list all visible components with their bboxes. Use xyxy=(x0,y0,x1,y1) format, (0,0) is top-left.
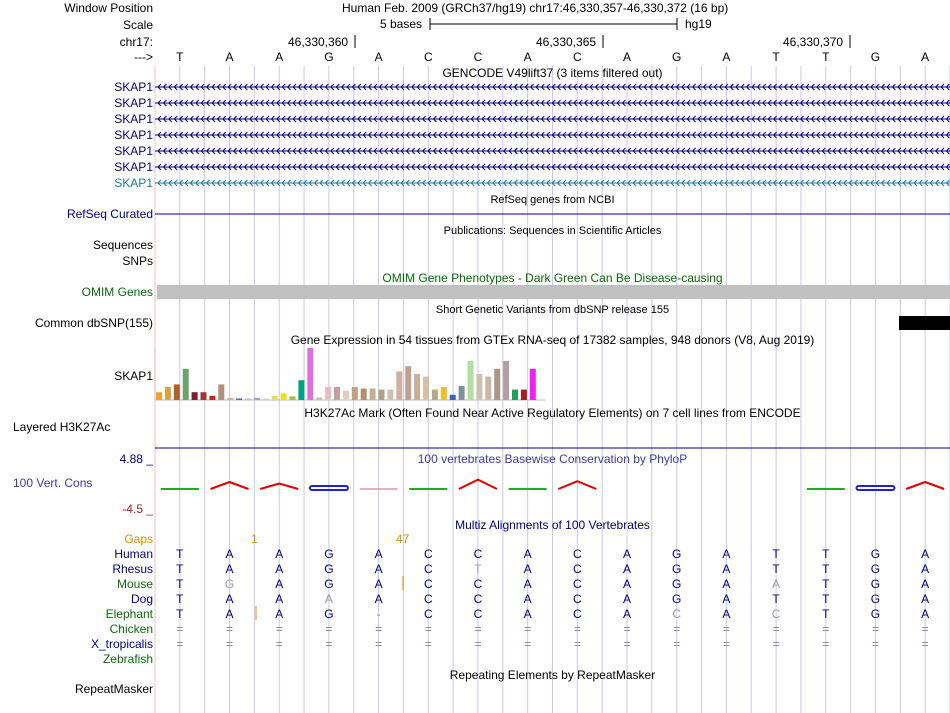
alignment-base: A xyxy=(623,577,632,591)
sequence-base: T xyxy=(176,50,184,64)
alignment-base: A xyxy=(225,607,234,621)
sequence-base: A xyxy=(722,50,731,64)
h3k27ac-label[interactable]: Layered H3K27Ac xyxy=(13,420,111,434)
alignment-base: A xyxy=(275,607,284,621)
scale-text: 5 bases xyxy=(380,17,423,31)
alignment-base: C xyxy=(423,547,433,561)
phylop-max: 4.88 _ xyxy=(119,452,153,466)
gtex-bar xyxy=(316,397,322,400)
alignment-base: = xyxy=(176,637,184,651)
alignment-base: A xyxy=(722,547,731,561)
alignment-base: G xyxy=(672,577,682,591)
gtex-bar xyxy=(281,393,287,400)
gtex-bar xyxy=(272,396,278,400)
gtex-bar xyxy=(343,391,349,400)
alignment-base: = xyxy=(375,637,383,651)
alignment-base: C xyxy=(473,577,483,591)
alignment-base: A xyxy=(921,547,930,561)
alignment-base: = xyxy=(275,622,283,636)
alignment-base: = xyxy=(424,637,432,651)
alignment-base: = xyxy=(474,622,482,636)
gtex-bar xyxy=(254,398,260,400)
species-label[interactable]: Chicken xyxy=(109,622,153,636)
gtex-bar xyxy=(298,380,304,400)
scale-label: Scale xyxy=(122,18,153,32)
sequence-base: T xyxy=(772,50,780,64)
sequence-base: C xyxy=(473,50,483,64)
alignment-base: = xyxy=(772,622,780,636)
alignment-base: A xyxy=(772,577,781,591)
gtex-bar xyxy=(325,387,331,400)
gtex-bar xyxy=(352,387,358,400)
h3k27ac-title[interactable]: H3K27Ac Mark (Often Found Near Active Regulatory Elements) on 7 cell lines from ENCODE xyxy=(304,406,801,420)
gtex-bar xyxy=(387,390,393,400)
alignment-base: = xyxy=(673,637,681,651)
alignment-base: C xyxy=(473,607,483,621)
gtex-title[interactable]: Gene Expression in 54 tissues from GTEx RNA-seq of 17382 samples, 948 donors (V8, Aug 2019) xyxy=(290,333,815,347)
alignment-base: G xyxy=(672,547,682,561)
repeatmasker-label[interactable]: RepeatMasker xyxy=(74,682,153,696)
window-position-label: Window Position xyxy=(64,1,153,15)
gtex-bar xyxy=(441,387,447,400)
alignment-base: = xyxy=(822,622,830,636)
assembly-label: hg19 xyxy=(685,17,712,31)
alignment-base: = xyxy=(871,637,879,651)
refseq-label[interactable]: RefSeq Curated xyxy=(66,207,153,221)
alignment-base: G xyxy=(672,592,682,606)
alignment-base: G xyxy=(672,562,682,576)
gtex-bar xyxy=(494,369,500,400)
gene-label-skap1[interactable]: SKAP1 xyxy=(114,160,153,174)
alignment-base: C xyxy=(771,607,781,621)
gtex-bar xyxy=(370,389,376,400)
alignment-base: = xyxy=(673,622,681,636)
gtex-label[interactable]: SKAP1 xyxy=(114,369,153,383)
alignment-base: C xyxy=(473,592,483,606)
species-label[interactable]: Zebrafish xyxy=(102,652,153,666)
alignment-base: A xyxy=(722,562,731,576)
phylop-title[interactable]: 100 vertebrates Basewise Conservation by PhyloP xyxy=(417,452,688,466)
alignment-base: G xyxy=(870,577,881,591)
species-label[interactable]: X_tropicalis xyxy=(90,637,153,651)
sequences-label[interactable]: Sequences xyxy=(92,238,153,252)
alignment-base: = xyxy=(524,637,532,651)
alignment-base: = xyxy=(424,622,432,636)
alignment-base: A xyxy=(623,562,632,576)
alignment-base: T xyxy=(176,577,184,591)
alignment-base: A xyxy=(921,607,930,621)
coord-3: 46,330,370 xyxy=(783,35,844,49)
alignment-base: - xyxy=(376,607,381,621)
gene-label-skap1[interactable]: SKAP1 xyxy=(114,144,153,158)
gaps-label[interactable]: Gaps xyxy=(124,532,153,546)
alignment-base: A xyxy=(324,592,333,606)
alignment-base: T xyxy=(822,607,830,621)
gtex-bar xyxy=(263,398,269,400)
alignment-base: G xyxy=(324,547,334,561)
alignment-base: = xyxy=(772,637,780,651)
alignment-base: = xyxy=(524,622,532,636)
alignment-base: G xyxy=(324,607,334,621)
gtex-bar xyxy=(450,395,456,400)
gene-label-skap1[interactable]: SKAP1 xyxy=(114,96,153,110)
publications-title[interactable]: Publications: Sequences in Scientific Articles xyxy=(443,225,662,237)
alignment-base: A xyxy=(623,607,632,621)
gtex-bar xyxy=(512,390,518,400)
alignment-base: = xyxy=(226,637,234,651)
gtex-bar xyxy=(379,390,385,400)
snps-label[interactable]: SNPs xyxy=(122,254,153,268)
species-label[interactable]: Rhesus xyxy=(112,562,153,576)
alignment-base: A xyxy=(225,592,234,606)
sequence-base: A xyxy=(225,50,234,64)
alignment-base: = xyxy=(226,622,234,636)
alignment-base: = xyxy=(375,622,383,636)
alignment-base: A xyxy=(722,577,731,591)
alignment-base: C xyxy=(573,607,582,621)
alignment-base: T xyxy=(474,562,482,576)
gtex-bar xyxy=(414,374,420,400)
alignment-base: A xyxy=(921,577,930,591)
alignment-base: C xyxy=(423,607,433,621)
dbsnp-variant xyxy=(899,316,950,330)
gene-label-skap1[interactable]: SKAP1 xyxy=(114,112,153,126)
alignment-base: = xyxy=(176,622,184,636)
alignment-base: = xyxy=(474,637,482,651)
alignment-base: G xyxy=(224,577,235,591)
gtex-bar xyxy=(218,384,224,400)
alignment-base: G xyxy=(324,562,334,576)
alignment-base: C xyxy=(573,547,582,561)
dbsnp-title[interactable]: Short Genetic Variants from dbSNP release 155 xyxy=(435,304,670,316)
alignment-base: T xyxy=(176,547,184,561)
alignment-base: = xyxy=(325,637,333,651)
phylop-label[interactable]: 100 Vert. Cons xyxy=(13,476,93,490)
sequence-base: A xyxy=(921,50,930,64)
gtex-bar xyxy=(209,396,215,400)
alignment-base: G xyxy=(870,607,881,621)
alignment-base: G xyxy=(324,577,334,591)
alignment-base: A xyxy=(374,592,383,606)
species-label[interactable]: Dog xyxy=(130,592,153,606)
alignment-base: A xyxy=(523,547,532,561)
alignment-base: A xyxy=(523,562,532,576)
gtex-bar xyxy=(423,377,429,400)
gtex-bar xyxy=(236,398,242,400)
gtex-bar xyxy=(405,366,411,400)
alignment-base: A xyxy=(275,547,284,561)
alignment-base: A xyxy=(722,607,731,621)
gtex-bar xyxy=(503,361,509,400)
alignment-base: T xyxy=(772,592,780,606)
multiz-title[interactable]: Multiz Alignments of 100 Vertebrates xyxy=(455,518,650,532)
alignment-base: = xyxy=(722,637,730,651)
sequence-base: C xyxy=(423,50,433,64)
phylop-min: -4.5 _ xyxy=(122,502,153,516)
gene-label-skap1[interactable]: SKAP1 xyxy=(114,176,153,190)
alignment-base: C xyxy=(573,562,582,576)
gtex-bar xyxy=(521,390,527,400)
alignment-base: A xyxy=(523,592,532,606)
alignment-base: G xyxy=(870,547,881,561)
alignment-base: = xyxy=(275,637,283,651)
gap-value: 47 xyxy=(396,532,410,546)
alignment-base: A xyxy=(921,592,930,606)
alignment-base: A xyxy=(374,562,383,576)
alignment-base: = xyxy=(921,637,929,651)
alignment-base: C xyxy=(672,607,682,621)
alignment-base: = xyxy=(722,622,730,636)
strand-label: ---> xyxy=(134,50,153,64)
alignment-base: A xyxy=(275,562,284,576)
alignment-base: T xyxy=(822,562,830,576)
alignment-base: T xyxy=(822,577,830,591)
alignment-base: T xyxy=(176,562,184,576)
species-label[interactable]: Human xyxy=(114,547,153,561)
gtex-bar xyxy=(227,398,233,400)
alignment-base: T xyxy=(176,607,184,621)
gtex-bar xyxy=(183,369,189,400)
alignment-base: T xyxy=(772,562,780,576)
species-label[interactable]: Mouse xyxy=(116,577,153,591)
sequence-base: G xyxy=(870,50,881,64)
sequence-base: A xyxy=(374,50,383,64)
chrom-label: chr17: xyxy=(119,35,153,49)
alignment-base: C xyxy=(573,592,582,606)
gencode-title[interactable]: GENCODE V49lift37 (3 items filtered out) xyxy=(442,66,663,80)
refseq-title[interactable]: RefSeq genes from NCBI xyxy=(490,194,615,206)
gtex-bar xyxy=(361,389,367,400)
alignment-base: A xyxy=(374,577,383,591)
gap-value: 1 xyxy=(251,532,258,546)
alignment-base: = xyxy=(325,622,333,636)
alignment-base: C xyxy=(473,547,483,561)
alignment-base: = xyxy=(573,637,581,651)
alignment-base: C xyxy=(573,577,582,591)
alignment-base: T xyxy=(822,547,830,561)
gtex-bar xyxy=(396,371,402,400)
gtex-bar xyxy=(174,384,180,400)
alignment-base: = xyxy=(921,622,929,636)
gtex-bar xyxy=(468,361,474,400)
omim-title[interactable]: OMIM Gene Phenotypes - Dark Green Can Be Disease-causing xyxy=(382,271,723,285)
gtex-bar xyxy=(245,398,251,400)
alignment-base: G xyxy=(870,562,881,576)
gtex-bar xyxy=(485,377,491,400)
alignment-base: C xyxy=(423,577,433,591)
gtex-bar xyxy=(476,374,482,400)
sequence-base: T xyxy=(822,50,830,64)
gene-label-skap1[interactable]: SKAP1 xyxy=(114,80,153,94)
alignment-base: A xyxy=(225,562,234,576)
gtex-bar xyxy=(459,386,465,400)
dbsnp-label[interactable]: Common dbSNP(155) xyxy=(34,316,153,330)
alignment-base: = xyxy=(573,622,581,636)
gtex-bar xyxy=(165,387,171,400)
alignment-base: C xyxy=(423,592,433,606)
coord-1: 46,330,360 xyxy=(288,35,349,49)
sequence-base: G xyxy=(672,50,682,64)
alignment-base: T xyxy=(176,592,184,606)
alignment-base: A xyxy=(275,592,284,606)
alignment-base: A xyxy=(374,547,383,561)
sequence-base: A xyxy=(623,50,632,64)
gtex-bar xyxy=(156,392,162,400)
gtex-bar xyxy=(334,387,340,400)
repeatmasker-title[interactable]: Repeating Elements by RepeatMasker xyxy=(449,668,656,682)
sequence-base: A xyxy=(275,50,284,64)
gtex-bar xyxy=(192,392,198,400)
alignment-base: A xyxy=(225,547,234,561)
alignment-base: T xyxy=(822,592,830,606)
coord-2: 46,330,365 xyxy=(536,35,597,49)
sequence-base: C xyxy=(573,50,582,64)
gtex-bar xyxy=(290,396,296,400)
sequence-base: A xyxy=(523,50,532,64)
alignment-base: A xyxy=(275,577,284,591)
species-label[interactable]: Elephant xyxy=(105,607,153,621)
alignment-base: A xyxy=(523,577,532,591)
alignment-base: T xyxy=(772,547,780,561)
alignment-base: A xyxy=(623,592,632,606)
alignment-base: = xyxy=(871,622,879,636)
alignment-base: = xyxy=(822,637,830,651)
alignment-base: A xyxy=(623,547,632,561)
omim-label[interactable]: OMIM Genes xyxy=(81,285,153,299)
gtex-bar xyxy=(432,390,438,400)
gtex-bar xyxy=(530,369,536,400)
sequence-base: G xyxy=(324,50,334,64)
alignment-base: A xyxy=(921,562,930,576)
omim-bar xyxy=(157,285,950,299)
window-position-value: Human Feb. 2009 (GRCh37/hg19) chr17:46,330,357-46,330,372 (16 bp) xyxy=(342,1,729,15)
alignment-base: = xyxy=(623,622,631,636)
alignment-base: = xyxy=(623,637,631,651)
gtex-bar xyxy=(307,348,313,400)
alignment-base: A xyxy=(523,607,532,621)
alignment-base: C xyxy=(423,562,433,576)
alignment-base: G xyxy=(870,592,881,606)
gtex-bar xyxy=(201,392,207,400)
gene-label-skap1[interactable]: SKAP1 xyxy=(114,128,153,142)
alignment-base: A xyxy=(722,592,731,606)
